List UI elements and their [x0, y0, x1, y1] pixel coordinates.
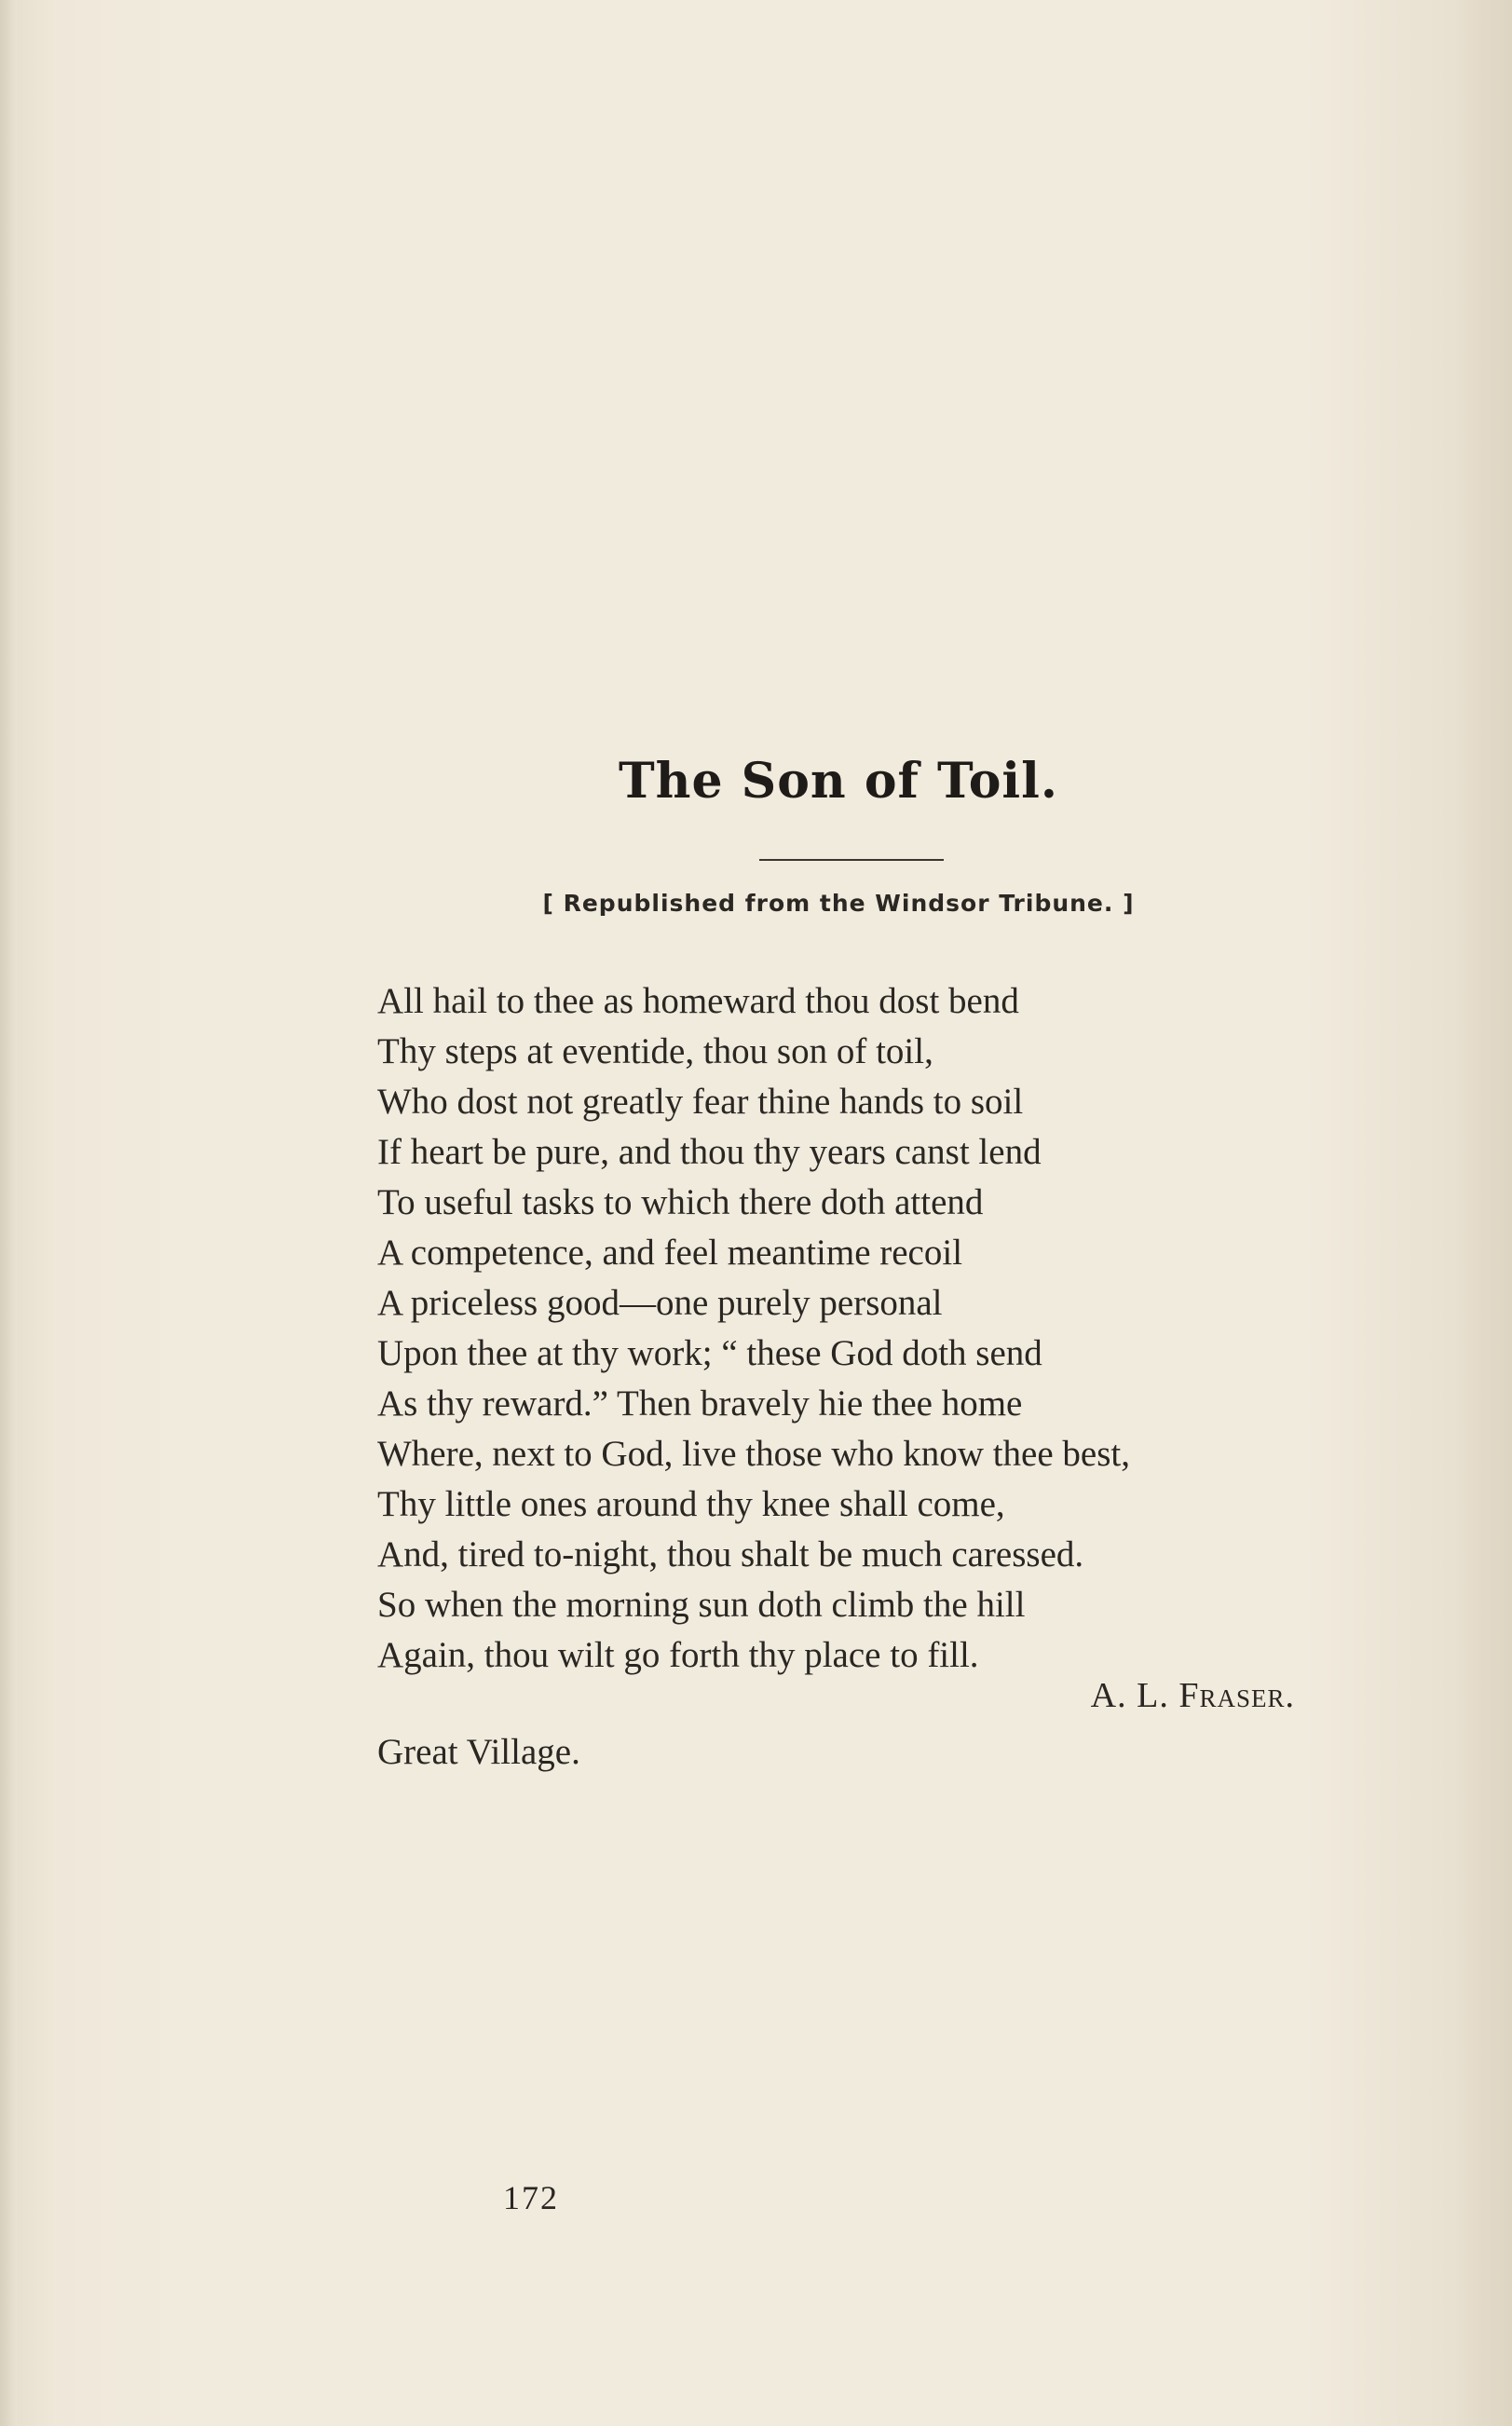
poem-line: So when the morning sun doth climb the hill	[377, 1585, 1026, 1625]
page-edge	[0, 0, 17, 2426]
poem-line: Who dost not greatly fear thine hands to soil	[377, 1082, 1024, 1122]
poem-line: And, tired to-night, thou shalt be much caressed.	[377, 1534, 1084, 1574]
poem-line: Again, thou wilt go forth thy place to fill.	[377, 1635, 979, 1675]
poem-line: Thy little ones around thy knee shall come,	[377, 1484, 1005, 1524]
poem-body	[377, 976, 1346, 1681]
author-signature: A. L. Fraser.	[1090, 1676, 1295, 1715]
page-number: 172	[503, 2179, 559, 2216]
poem-line: Upon thee at thy work; “ these God doth send	[377, 1333, 1042, 1373]
place-line: Great Village.	[377, 1732, 580, 1772]
title-rule	[759, 859, 944, 861]
source-note: [ Republished from the Windsor Tribune. ]	[542, 890, 1135, 917]
poem-line: As thy reward.” Then bravely hie thee home	[377, 1383, 1023, 1424]
poem-line: To useful tasks to which there doth attend	[377, 1182, 984, 1222]
poem-line: All hail to thee as homeward thou dost bend	[377, 981, 1019, 1021]
poem-line: A competence, and feel meantime recoil	[377, 1233, 963, 1273]
poem-title: The Son of Toil.	[618, 753, 1058, 810]
poem-line: If heart be pure, and thou thy years canst lend	[377, 1132, 1042, 1172]
poem-line: A priceless good—one purely personal	[377, 1283, 943, 1323]
poem-line: Thy steps at eventide, thou son of toil,	[377, 1031, 933, 1071]
poem-line: Where, next to God, live those who know thee best,	[377, 1434, 1130, 1474]
